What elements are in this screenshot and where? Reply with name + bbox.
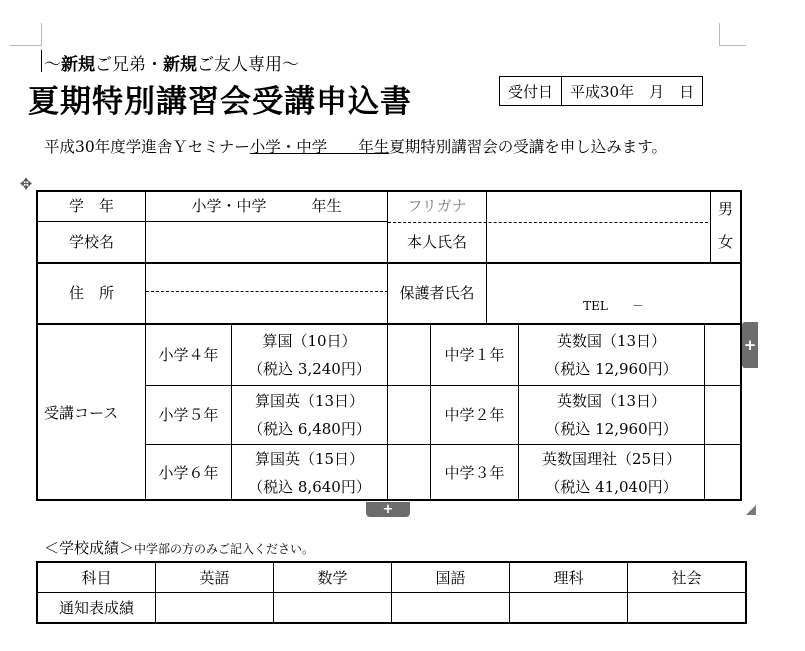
student-name-field[interactable] — [487, 222, 710, 262]
course-jr-grade: 中学３年 — [444, 463, 505, 482]
resize-handle-icon[interactable] — [746, 505, 756, 515]
course-price: （税込 8,640円） — [248, 478, 371, 496]
course-name: 算国英（13日） — [254, 391, 365, 410]
course-jr-grade: 中学２年 — [444, 405, 505, 424]
subject-english: 英語 — [156, 562, 274, 593]
gender-male-option[interactable]: 男 — [717, 200, 733, 219]
course-elem-option — [232, 325, 387, 385]
course-name: 英数国（13日） — [556, 331, 667, 350]
address-label: 住 所 — [68, 284, 114, 303]
subject-social: 社会 — [628, 562, 747, 593]
guardian-name-label: 保護者氏名 — [399, 284, 475, 303]
course-price: （税込 12,960円） — [545, 420, 678, 438]
school-label: 学校名 — [68, 232, 114, 251]
course-name: 英数国（13日） — [556, 391, 667, 410]
subject-label: 科目 — [37, 562, 156, 593]
course-elem-grade: 小学４年 — [158, 345, 219, 364]
application-form-table — [36, 190, 742, 501]
course-name: 算国英（15日） — [254, 449, 365, 468]
reception-date[interactable]: 平成30年 月 日 — [562, 77, 703, 106]
course-jr-grade: 中学１年 — [444, 345, 505, 364]
furigana-label: フリガナ — [407, 197, 467, 216]
course-elem-checkbox[interactable] — [388, 386, 430, 444]
furigana-field[interactable] — [487, 192, 710, 221]
document-title[interactable]: 夏期特別講習会受講申込書 — [28, 84, 412, 120]
grades-heading[interactable] — [44, 537, 314, 558]
intro-underlined-grade: 小学・中学 年生 — [249, 138, 390, 156]
subtitle[interactable] — [44, 50, 299, 75]
course-label: 受講コース — [44, 403, 119, 422]
course-elem-option — [232, 445, 387, 501]
grade-input-social[interactable] — [628, 593, 747, 624]
intro-text: 平成30年度学進舎Ｙセミナー — [44, 138, 250, 156]
course-jr-option — [519, 386, 704, 444]
subtitle-text: 新規 — [61, 55, 95, 75]
table-row — [37, 562, 746, 593]
report-card-label: 通知表成績 — [37, 593, 156, 624]
add-row-button[interactable] — [366, 502, 410, 517]
grade-label: 学 年 — [68, 197, 114, 216]
grade-input-math[interactable] — [274, 593, 392, 624]
subtitle-text: ～ — [44, 55, 61, 75]
course-price: （税込 12,960円） — [545, 360, 678, 378]
tel-field[interactable]: TEL － — [583, 299, 644, 314]
intro-text: 夏期特別講習会の受講を申し込みます。 — [389, 138, 668, 156]
course-jr-option — [519, 445, 704, 501]
grade-input-science[interactable] — [510, 593, 628, 624]
gender-female-option[interactable]: 女 — [717, 233, 733, 252]
grade-field[interactable]: 小学・中学 年生 — [191, 197, 342, 216]
course-jr-checkbox[interactable] — [705, 445, 740, 501]
course-elem-checkbox[interactable] — [388, 325, 430, 385]
subtitle-text: ご友人専用～ — [197, 55, 299, 75]
subtitle-text: ご兄弟・ — [95, 55, 163, 75]
subject-japanese: 国語 — [392, 562, 510, 593]
course-elem-grade: 小学６年 — [158, 463, 219, 482]
school-field[interactable] — [146, 222, 387, 262]
subject-math: 数学 — [274, 562, 392, 593]
grade-input-english[interactable] — [156, 593, 274, 624]
course-jr-option — [519, 325, 704, 385]
intro-sentence[interactable] — [44, 135, 667, 157]
page-margin-corner-left — [10, 23, 42, 46]
reception-date-table — [499, 76, 703, 106]
grades-heading-text: ＜学校成績＞ — [44, 539, 135, 557]
add-column-button[interactable] — [742, 322, 758, 368]
subject-science: 理科 — [510, 562, 628, 593]
course-name: 英数国理社（25日） — [541, 449, 682, 468]
course-elem-option — [232, 386, 387, 444]
course-price: （税込 41,040円） — [545, 478, 678, 496]
plus-icon: + — [382, 502, 394, 517]
reception-label[interactable]: 受付日 — [500, 77, 562, 106]
course-elem-grade: 小学５年 — [158, 405, 219, 424]
address-field[interactable] — [146, 264, 387, 323]
course-jr-checkbox[interactable] — [705, 386, 740, 444]
table-row — [37, 593, 746, 624]
course-jr-checkbox[interactable] — [705, 325, 740, 385]
text-cursor — [41, 50, 42, 72]
plus-icon: + — [743, 336, 757, 354]
course-price: （税込 3,240円） — [248, 360, 371, 378]
student-name-label: 本人氏名 — [406, 232, 467, 251]
course-elem-checkbox[interactable] — [388, 445, 430, 501]
page-margin-corner-right — [719, 23, 746, 46]
grades-table — [36, 561, 747, 624]
grade-input-japanese[interactable] — [392, 593, 510, 624]
subtitle-text: 新規 — [163, 55, 197, 75]
move-handle-icon[interactable]: ✥ — [19, 175, 33, 193]
grades-note: 中学部の方のみご記入ください。 — [134, 542, 315, 556]
course-name: 算国（10日） — [262, 331, 357, 350]
course-price: （税込 6,480円） — [248, 420, 371, 438]
